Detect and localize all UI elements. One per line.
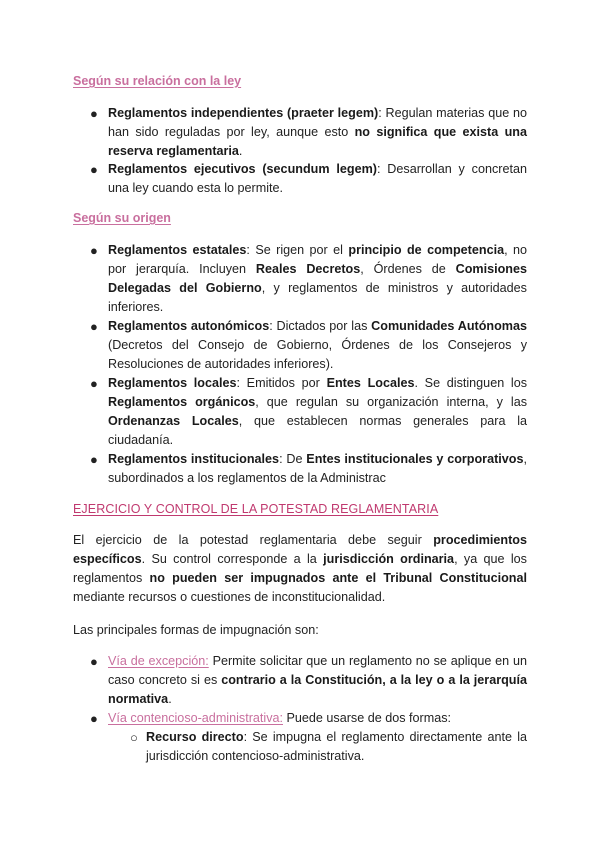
- via-excepcion-link[interactable]: Vía de excepción:: [108, 654, 209, 668]
- bullet-icon: ●: [90, 319, 98, 334]
- via-contencioso-link[interactable]: Vía contencioso-administrativa:: [108, 711, 283, 725]
- list-item-institucionales: Reglamentos institucionales: De Entes institucionales y corporativos, subordinados a los reglamentos de la Administrac: [108, 452, 527, 485]
- bullet-icon: ●: [90, 162, 98, 177]
- list-item-recurso-directo: Recurso directo: Se impugna el reglamento directamente ante la jurisdicción contencioso-administrativa.: [146, 730, 527, 763]
- list-item-autonomicos: Reglamentos autonómicos: Dictados por las Comunidades Autónomas (Decretos del Consejo de Gobierno, Órdenes de los Consejeros y Resoluciones de autoridades inferiores).: [108, 319, 527, 371]
- bullet-icon: ●: [90, 452, 98, 467]
- list-item-estatales: Reglamentos estatales: Se rigen por el principio de competencia, no por jerarquía. Incluyen Reales Decretos, Órdenes de Comisiones Delegadas del Gobierno, y reglamentos de ministros y autoridades inferiores.: [108, 243, 528, 314]
- paragraph-ejercicio: El ejercicio de la potestad reglamentaria debe seguir procedimientos específicos. Su control corresponde a la jurisdicción ordinaria, ya que los reglamentos no pueden ser impugnados ante el Tribunal Constitucional mediante recursos o cuestiones de inconstitucionalidad.: [73, 533, 527, 604]
- list-item-via-excepcion: Vía de excepción: Permite solicitar que un reglamento no se aplique en un caso concreto si es contrario a la Constitución, a la ley o a la jerarquía normativa.: [108, 654, 527, 706]
- list-item-via-contencioso: Vía contencioso-administrativa: Puede usarse de dos formas:: [108, 711, 452, 725]
- heading-ejercicio: EJERCICIO Y CONTROL DE LA POTESTAD REGLAMENTARIA: [73, 502, 439, 516]
- circle-bullet-icon: ○: [130, 730, 138, 745]
- list-item-locales: Reglamentos locales: Emitidos por Entes Locales. Se distinguen los Reglamentos orgánicos, que regulan su organización interna, y las Ordenanzas Locales, que establecen normas generales para la ciudadanía.: [108, 376, 527, 447]
- bullet-icon: ●: [90, 654, 98, 669]
- section-title-origen: Según su origen: [73, 211, 171, 225]
- list-item-ejecutivos: Reglamentos ejecutivos (secundum legem): Desarrollan y concretan una ley cuando esta lo permite.: [108, 162, 527, 195]
- section-title-ley: Según su relación con la ley: [73, 74, 242, 88]
- list-item-independientes: Reglamentos independientes (praeter legem): Regulan materias que no han sido reguladas por ley, aunque esto no significa que exista una reserva reglamentaria.: [108, 106, 528, 158]
- paragraph-formas: Las principales formas de impugnación son:: [73, 623, 319, 637]
- bullet-icon: ●: [90, 106, 98, 121]
- bullet-icon: ●: [90, 243, 98, 258]
- bullet-icon: ●: [90, 376, 98, 391]
- bullet-icon: ●: [90, 711, 98, 726]
